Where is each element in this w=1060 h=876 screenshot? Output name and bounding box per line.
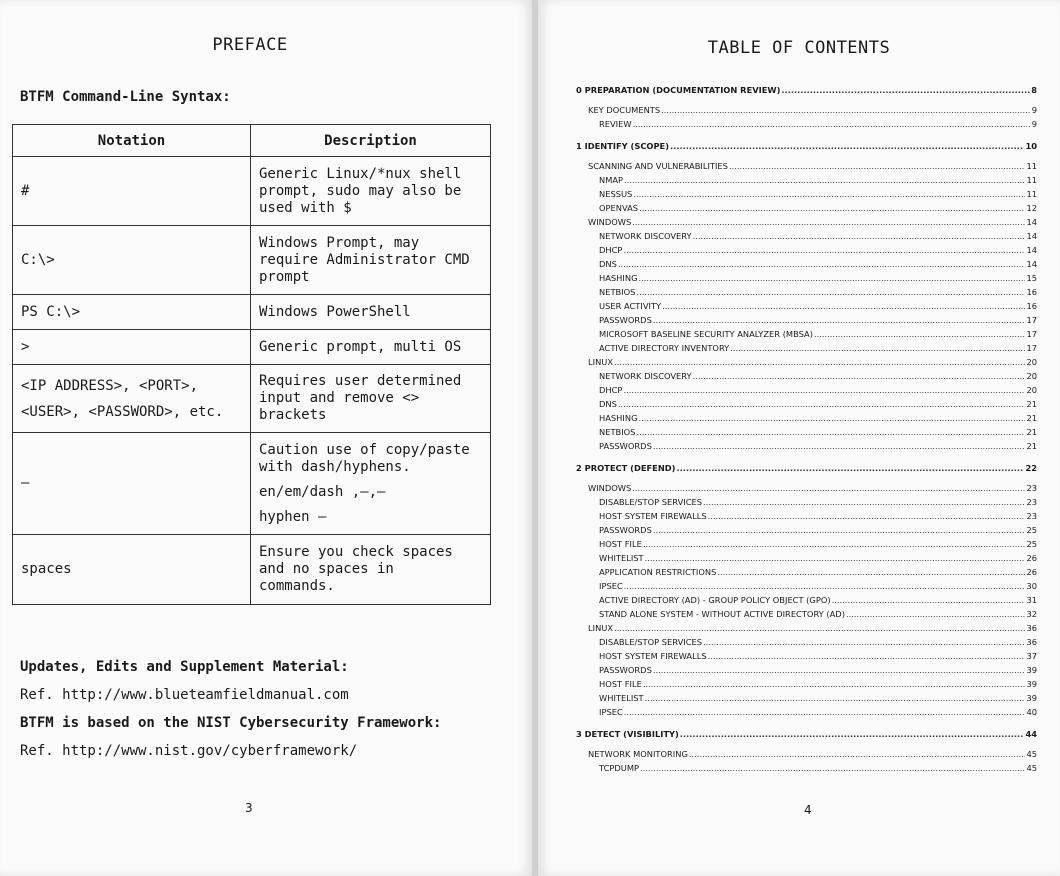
toc-page-number: 11 bbox=[1026, 189, 1037, 199]
toc-entry-row bbox=[576, 677, 1037, 691]
toc-entry-row bbox=[576, 159, 1037, 173]
toc-entry-row bbox=[576, 579, 1037, 593]
toc-label: DHCP bbox=[599, 245, 623, 255]
toc-page-number: 21 bbox=[1026, 399, 1037, 409]
toc-label: NETBIOS bbox=[599, 427, 636, 437]
description-line: require Administrator CMD bbox=[259, 251, 470, 268]
toc-leader-dots bbox=[618, 257, 1026, 271]
description-line: Ensure you check spaces bbox=[259, 544, 453, 560]
notation-cell bbox=[13, 157, 251, 226]
description-cell bbox=[251, 226, 491, 295]
toc-leader-dots bbox=[689, 747, 1026, 761]
toc-page-number: 11 bbox=[1026, 175, 1037, 185]
description-line: brackets bbox=[259, 407, 327, 423]
notation-cell bbox=[13, 365, 251, 433]
toc-entry-row bbox=[576, 397, 1037, 411]
toc-leader-dots bbox=[729, 159, 1026, 173]
toc-label: ACTIVE DIRECTORY (AD) - GROUP POLICY OBJECT (GPO) bbox=[599, 595, 831, 605]
toc-entry-row bbox=[576, 663, 1037, 677]
toc-label: DISABLE/STOP SERVICES bbox=[599, 637, 703, 647]
toc-page-number: 45 bbox=[1026, 749, 1037, 759]
updates-ref: Ref. http://www.blueteamfieldmanual.com bbox=[20, 687, 349, 703]
toc-label: HOST SYSTEM FIREWALLS bbox=[599, 651, 707, 661]
toc-leader-dots bbox=[680, 727, 1025, 741]
notation-line: # bbox=[21, 182, 30, 199]
table-row bbox=[13, 365, 491, 433]
description-line: Generic prompt, multi OS bbox=[259, 338, 462, 355]
description-line: used with $ bbox=[259, 199, 352, 216]
toc-label: IPSEC bbox=[599, 707, 623, 717]
toc-leader-dots bbox=[618, 397, 1026, 411]
notation-cell bbox=[13, 330, 251, 365]
toc-label: 0 PREPARATION (DOCUMENTATION REVIEW) bbox=[576, 85, 781, 95]
toc-entry-row bbox=[576, 747, 1037, 761]
toc-entry-row bbox=[576, 607, 1037, 621]
toc-entry-row bbox=[576, 495, 1037, 509]
toc-page-number: 44 bbox=[1025, 729, 1037, 739]
toc-entry-row bbox=[576, 313, 1037, 327]
toc-label: HOST FILE bbox=[599, 679, 642, 689]
toc-page-number: 25 bbox=[1026, 539, 1037, 549]
toc-leader-dots bbox=[614, 355, 1025, 369]
toc-page-number: 45 bbox=[1026, 763, 1037, 773]
toc-page-number: 15 bbox=[1026, 273, 1037, 283]
toc-leader-dots bbox=[661, 103, 1031, 117]
notation-cell bbox=[13, 226, 251, 295]
toc-leader-dots bbox=[632, 481, 1025, 495]
page-number-left: 3 bbox=[245, 801, 253, 815]
toc-label: WINDOWS bbox=[588, 483, 632, 493]
toc-label: 1 IDENTIFY (SCOPE) bbox=[576, 141, 670, 151]
toc-page-number: 26 bbox=[1026, 553, 1037, 563]
toc-leader-dots bbox=[645, 551, 1026, 565]
toc-leader-dots bbox=[623, 243, 1025, 257]
toc-label: WHITELIST bbox=[599, 693, 644, 703]
table-row bbox=[13, 295, 491, 330]
notation-line: <USER>, <PASSWORD>, etc. bbox=[21, 403, 224, 420]
toc-page-number: 10 bbox=[1025, 141, 1037, 151]
description-line: hyphen – bbox=[259, 508, 327, 525]
toc-page-number: 9 bbox=[1031, 119, 1037, 129]
toc-entry-row bbox=[576, 439, 1037, 453]
toc-page-number: 20 bbox=[1026, 371, 1037, 381]
toc-label: NETBIOS bbox=[599, 287, 636, 297]
toc-entry-row bbox=[576, 215, 1037, 229]
toc-leader-dots bbox=[730, 341, 1025, 355]
toc-leader-dots bbox=[636, 425, 1025, 439]
toc-label: ACTIVE DIRECTORY INVENTORY bbox=[599, 343, 730, 353]
toc-label: HOST SYSTEM FIREWALLS bbox=[599, 511, 707, 521]
toc-entry-row bbox=[576, 341, 1037, 355]
table-header-row bbox=[13, 125, 491, 157]
toc-leader-dots bbox=[814, 327, 1025, 341]
toc-page-number: 14 bbox=[1026, 231, 1037, 241]
description-line bbox=[259, 501, 482, 509]
toc-page-number: 17 bbox=[1026, 343, 1037, 353]
toc-label: OPENVAS bbox=[599, 203, 639, 213]
toc-entry-row bbox=[576, 411, 1037, 425]
toc-leader-dots bbox=[623, 383, 1025, 397]
toc-page-number: 17 bbox=[1026, 329, 1037, 339]
toc-label: STAND ALONE SYSTEM - WITHOUT ACTIVE DIRECTORY (AD) bbox=[599, 609, 845, 619]
toc-page-number: 9 bbox=[1031, 105, 1037, 115]
description-line: and no spaces in bbox=[259, 561, 394, 577]
toc-entry-row bbox=[576, 201, 1037, 215]
toc-page-number: 25 bbox=[1026, 525, 1037, 535]
toc-leader-dots bbox=[643, 537, 1026, 551]
toc-entry-row bbox=[576, 355, 1037, 369]
toc-page-number: 21 bbox=[1026, 413, 1037, 423]
description-line: Generic Linux/*nux shell bbox=[259, 165, 462, 182]
toc-leader-dots bbox=[614, 621, 1025, 635]
toc-leader-dots bbox=[703, 635, 1025, 649]
toc-page-number: 36 bbox=[1026, 623, 1037, 633]
toc-label: NESSUS bbox=[599, 189, 633, 199]
description-line: Windows PowerShell bbox=[259, 303, 411, 320]
description-cell bbox=[251, 157, 491, 226]
toc-page-number: 37 bbox=[1026, 651, 1037, 661]
toc-page-number: 39 bbox=[1026, 665, 1037, 675]
toc-label: SCANNING AND VULNERABILITIES bbox=[588, 161, 728, 171]
description-line: with dash/hyphens. bbox=[259, 458, 411, 475]
toc-label: PASSWORDS bbox=[599, 315, 652, 325]
notation-table bbox=[12, 124, 491, 605]
toc-leader-dots bbox=[693, 229, 1026, 243]
toc-entry-row bbox=[576, 299, 1037, 313]
description-header: Description bbox=[251, 125, 491, 157]
syntax-heading: BTFM Command-Line Syntax: bbox=[20, 89, 231, 105]
toc-label: NMAP bbox=[599, 175, 624, 185]
toc-page-number: 14 bbox=[1026, 245, 1037, 255]
description-line: prompt, sudo may also be bbox=[259, 182, 462, 199]
notation-line: PS C:\> bbox=[21, 303, 81, 320]
toc-page-number: 21 bbox=[1026, 441, 1037, 451]
toc-page-number: 12 bbox=[1026, 203, 1037, 213]
toc-page-number: 39 bbox=[1026, 679, 1037, 689]
toc-leader-dots bbox=[832, 593, 1026, 607]
description-cell bbox=[251, 330, 491, 365]
toc-page-number: 23 bbox=[1026, 497, 1037, 507]
description-line: commands. bbox=[259, 578, 335, 594]
toc-leader-dots bbox=[633, 117, 1031, 131]
toc-leader-dots bbox=[624, 705, 1026, 719]
toc-label: DHCP bbox=[599, 385, 623, 395]
updates-block bbox=[20, 658, 441, 770]
table-of-contents bbox=[576, 83, 1037, 775]
page-number-right: 4 bbox=[804, 803, 812, 817]
description-cell bbox=[251, 535, 491, 605]
description-cell bbox=[251, 295, 491, 330]
toc-section-row bbox=[576, 83, 1037, 97]
preface-title: PREFACE bbox=[212, 35, 288, 55]
toc-entry-row bbox=[576, 117, 1037, 131]
toc-label: TCPDUMP bbox=[599, 763, 640, 773]
notation-line: > bbox=[21, 338, 30, 355]
toc-label: NETWORK MONITORING bbox=[588, 749, 688, 759]
table-row bbox=[13, 226, 491, 295]
toc-leader-dots bbox=[717, 565, 1025, 579]
updates-heading: Updates, Edits and Supplement Material: bbox=[20, 659, 349, 675]
toc-page-number: 16 bbox=[1026, 287, 1037, 297]
toc-page-number: 26 bbox=[1026, 567, 1037, 577]
toc-leader-dots bbox=[653, 313, 1026, 327]
toc-section-row bbox=[576, 461, 1037, 475]
toc-title: TABLE OF CONTENTS bbox=[707, 38, 891, 58]
toc-leader-dots bbox=[703, 495, 1025, 509]
toc-leader-dots bbox=[653, 663, 1026, 677]
toc-entry-row bbox=[576, 257, 1037, 271]
description-line: Caution use of copy/paste bbox=[259, 441, 470, 458]
toc-leader-dots bbox=[639, 201, 1025, 215]
right-page bbox=[538, 0, 1060, 876]
notation-header: Notation bbox=[13, 125, 251, 157]
toc-leader-dots bbox=[640, 761, 1025, 775]
notation-line: – bbox=[21, 475, 30, 491]
description-line: input and remove <> bbox=[259, 390, 420, 406]
toc-label: WINDOWS bbox=[588, 217, 632, 227]
toc-entry-row bbox=[576, 425, 1037, 439]
toc-entry-row bbox=[576, 103, 1037, 117]
toc-entry-row bbox=[576, 761, 1037, 775]
toc-page-number: 14 bbox=[1026, 259, 1037, 269]
toc-leader-dots bbox=[639, 271, 1026, 285]
toc-label: NETWORK DISCOVERY bbox=[599, 231, 692, 241]
toc-page-number: 36 bbox=[1026, 637, 1037, 647]
toc-label: DNS bbox=[599, 259, 617, 269]
notation-line: C:\> bbox=[21, 251, 55, 268]
toc-page-number: 20 bbox=[1026, 385, 1037, 395]
toc-entry-row bbox=[576, 285, 1037, 299]
toc-page-number: 14 bbox=[1026, 217, 1037, 227]
toc-label: WHITELIST bbox=[599, 553, 644, 563]
toc-page-number: 20 bbox=[1026, 357, 1037, 367]
table-row bbox=[13, 535, 491, 605]
toc-label: MICROSOFT BASELINE SECURITY ANALYZER (MBSA) bbox=[599, 329, 813, 339]
notation-cell bbox=[13, 535, 251, 605]
description-line: prompt bbox=[259, 268, 310, 285]
toc-leader-dots bbox=[693, 369, 1026, 383]
toc-entry-row bbox=[576, 187, 1037, 201]
notation-cell bbox=[13, 433, 251, 535]
toc-leader-dots bbox=[639, 411, 1026, 425]
toc-label: HOST FILE bbox=[599, 539, 642, 549]
toc-entry-row bbox=[576, 173, 1037, 187]
toc-entry-row bbox=[576, 593, 1037, 607]
toc-entry-row bbox=[576, 243, 1037, 257]
description-line: Windows Prompt, may bbox=[259, 234, 420, 251]
toc-label: DNS bbox=[599, 399, 617, 409]
toc-label: LINUX bbox=[588, 357, 614, 367]
toc-entry-row bbox=[576, 481, 1037, 495]
table-row bbox=[13, 433, 491, 535]
toc-page-number: 39 bbox=[1026, 693, 1037, 703]
toc-label: LINUX bbox=[588, 623, 614, 633]
toc-label: KEY DOCUMENTS bbox=[588, 105, 661, 115]
toc-entry-row bbox=[576, 635, 1037, 649]
toc-leader-dots bbox=[645, 691, 1026, 705]
toc-entry-row bbox=[576, 327, 1037, 341]
toc-entry-row bbox=[576, 649, 1037, 663]
toc-section-row bbox=[576, 727, 1037, 741]
toc-entry-row bbox=[576, 369, 1037, 383]
toc-leader-dots bbox=[624, 579, 1026, 593]
toc-label: HASHING bbox=[599, 273, 638, 283]
toc-label: IPSEC bbox=[599, 581, 623, 591]
toc-leader-dots bbox=[846, 607, 1026, 621]
toc-page-number: 23 bbox=[1026, 483, 1037, 493]
toc-leader-dots bbox=[662, 299, 1025, 313]
toc-label: PASSWORDS bbox=[599, 441, 652, 451]
toc-entry-row bbox=[576, 523, 1037, 537]
table-row bbox=[13, 157, 491, 226]
toc-leader-dots bbox=[670, 139, 1024, 153]
toc-entry-row bbox=[576, 383, 1037, 397]
toc-label: PASSWORDS bbox=[599, 525, 652, 535]
notation-line: <IP ADDRESS>, <PORT>, bbox=[21, 377, 199, 394]
toc-entry-row bbox=[576, 551, 1037, 565]
toc-leader-dots bbox=[632, 215, 1025, 229]
toc-label: PASSWORDS bbox=[599, 665, 652, 675]
nist-heading: BTFM is based on the NIST Cybersecurity Framework: bbox=[20, 715, 442, 731]
toc-label: USER ACTIVITY bbox=[599, 301, 662, 311]
toc-label: REVIEW bbox=[599, 119, 632, 129]
toc-label: DISABLE/STOP SERVICES bbox=[599, 497, 703, 507]
toc-entry-row bbox=[576, 509, 1037, 523]
toc-label: NETWORK DISCOVERY bbox=[599, 371, 692, 381]
toc-entry-row bbox=[576, 229, 1037, 243]
toc-page-number: 40 bbox=[1026, 707, 1037, 717]
toc-label: HASHING bbox=[599, 413, 638, 423]
table-row bbox=[13, 330, 491, 365]
toc-leader-dots bbox=[676, 461, 1024, 475]
toc-entry-row bbox=[576, 705, 1037, 719]
toc-page-number: 21 bbox=[1026, 427, 1037, 437]
toc-section-row bbox=[576, 139, 1037, 153]
toc-leader-dots bbox=[708, 509, 1026, 523]
notation-cell bbox=[13, 295, 251, 330]
toc-page-number: 23 bbox=[1026, 511, 1037, 521]
notation-line: spaces bbox=[21, 561, 72, 577]
toc-entry-row bbox=[576, 565, 1037, 579]
toc-entry-row bbox=[576, 537, 1037, 551]
toc-label: 2 PROTECT (DEFEND) bbox=[576, 463, 676, 473]
toc-leader-dots bbox=[643, 677, 1026, 691]
toc-leader-dots bbox=[633, 187, 1025, 201]
toc-label: 3 DETECT (VISIBILITY) bbox=[576, 729, 679, 739]
toc-leader-dots bbox=[653, 439, 1026, 453]
toc-entry-row bbox=[576, 271, 1037, 285]
description-cell bbox=[251, 433, 491, 535]
description-cell bbox=[251, 365, 491, 433]
toc-page-number: 17 bbox=[1026, 315, 1037, 325]
toc-page-number: 11 bbox=[1026, 161, 1037, 171]
nist-ref: Ref. http://www.nist.gov/cyberframework/ bbox=[20, 743, 358, 759]
description-line: Requires user determined bbox=[259, 373, 462, 389]
toc-leader-dots bbox=[636, 285, 1025, 299]
toc-page-number: 30 bbox=[1026, 581, 1037, 591]
toc-page-number: 22 bbox=[1025, 463, 1037, 473]
toc-leader-dots bbox=[653, 523, 1026, 537]
description-line: en/em/dash ,–,– bbox=[259, 483, 386, 500]
toc-entry-row bbox=[576, 621, 1037, 635]
toc-leader-dots bbox=[624, 173, 1025, 187]
toc-page-number: 8 bbox=[1031, 85, 1037, 95]
toc-page-number: 16 bbox=[1026, 301, 1037, 311]
toc-page-number: 31 bbox=[1026, 595, 1037, 605]
toc-page-number: 32 bbox=[1026, 609, 1037, 619]
toc-leader-dots bbox=[781, 83, 1030, 97]
toc-leader-dots bbox=[708, 649, 1026, 663]
toc-entry-row bbox=[576, 691, 1037, 705]
toc-label: APPLICATION RESTRICTIONS bbox=[599, 567, 717, 577]
description-line bbox=[259, 476, 482, 484]
